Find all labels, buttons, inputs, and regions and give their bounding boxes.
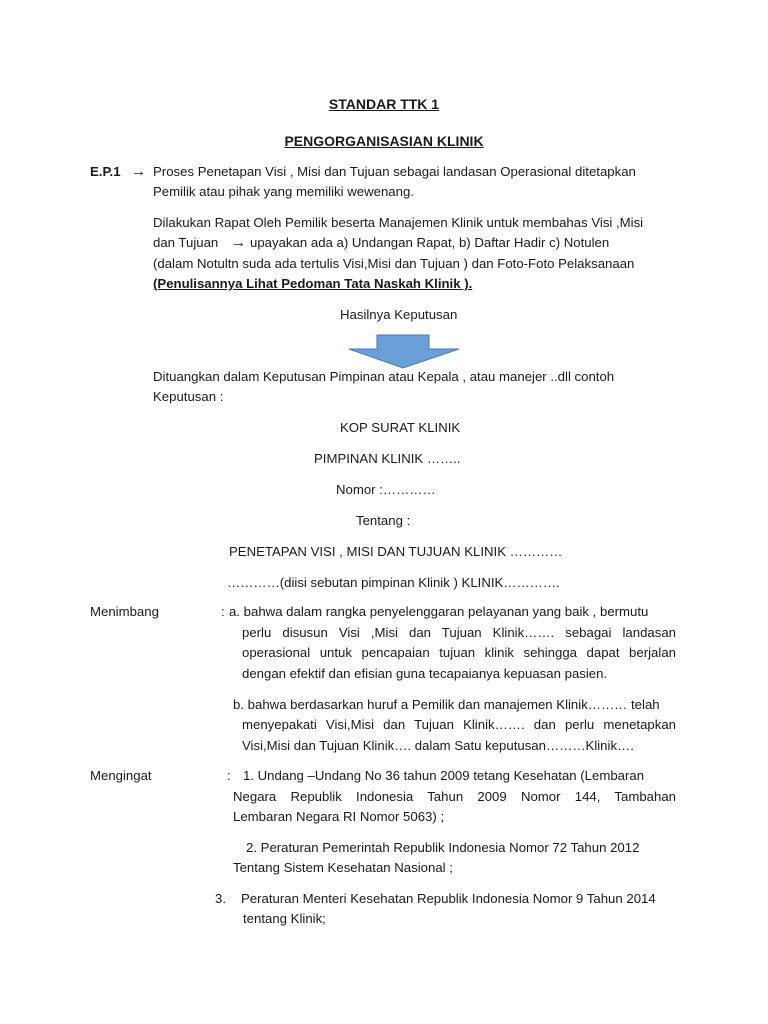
recalling-colon: : [227, 768, 231, 783]
considering-label: Menimbang [90, 604, 159, 619]
ep-line-1: Proses Penetapan Visi , Misi dan Tujuan sebagai landasan Operasional ditetapkan [153, 164, 636, 179]
para1-line-4: (Penulisannya Lihat Pedoman Tata Naskah Klinik ). [153, 276, 473, 291]
recalling-1-line-3: Lembaran Negara RI Nomor 5063) ; [233, 809, 445, 824]
recalling-3-line-2: tentang Klinik; [243, 911, 326, 926]
considering-a-line-1: a. bahwa dalam rangka penyelenggaran pelayanan yang baik , bermutu [229, 604, 649, 619]
result-label: Hasilnya Keputusan [340, 307, 458, 322]
ep-label: E.P.1 [90, 164, 121, 179]
letterhead: KOP SURAT KLINIK [340, 420, 461, 435]
ep-line-2: Pemilik atau pihak yang memiliki wewenang. [153, 184, 414, 199]
para1-line-1: Dilakukan Rapat Oleh Pemilik beserta Manajemen Klinik untuk membahas Visi ,Misi [153, 215, 644, 230]
para1-line-2a: dan Tujuan [153, 235, 219, 250]
right-arrow-icon-2: → [231, 234, 246, 251]
down-arrow-icon [346, 334, 462, 370]
para2-line-1: Dituangkan dalam Keputusan Pimpinan atau Kepala , atau manejer ..dll contoh [153, 369, 615, 384]
recalling-3-number: 3. [215, 891, 226, 906]
considering-a-line-4: dengan efektif dan efisian guna tecapaianya kepuasan pasien. [242, 666, 608, 681]
right-arrow-icon: → [131, 163, 146, 180]
recalling-3-line-1: Peraturan Menteri Kesehatan Republik Indonesia Nomor 9 Tahun 2014 [241, 891, 656, 906]
considering-colon: : [221, 604, 225, 619]
recalling-label: Mengingat [90, 768, 152, 783]
considering-b-line-3: Visi,Misi dan Tujuan Klinik…. dalam Satu keputusan………Klinik…. [242, 738, 634, 753]
decree-title: PENETAPAN VISI , MISI DAN TUJUAN KLINIK ………… [229, 544, 563, 559]
considering-b-line-2: menyepakati Visi,Misi dan Tujuan Klinik……. dan perlu menetapkan [242, 717, 676, 732]
decree-issuer: …………(diisi sebutan pimpinan Klinik ) KLINIK…………. [227, 575, 560, 590]
considering-a-line-2: perlu disusun Visi ,Misi dan Tujuan Klinik……. sebagai landasan [242, 625, 676, 640]
number-line: Nomor :………… [336, 482, 436, 497]
recalling-2-line-2: Tentang Sistem Kesehatan Nasional ; [233, 860, 453, 875]
para1-line-2b: upayakan ada a) Undangan Rapat, b) Daftar Hadir c) Notulen [250, 235, 610, 250]
page-title: STANDAR TTK 1 [328, 96, 440, 112]
para1-line-3: (dalam Notultn suda ada tertulis Visi,Misi dan Tujuan ) dan Foto-Foto Pelaksanaan [153, 256, 635, 271]
para2-line-2: Keputusan : [153, 389, 224, 404]
subject-label: Tentang : [356, 513, 411, 528]
recalling-1-line-1: 1. Undang –Undang No 36 tahun 2009 tetang Kesehatan (Lembaran [243, 768, 645, 783]
considering-b-line-1: b. bahwa berdasarkan huruf a Pemilik dan manajemen Klinik……… telah [233, 697, 660, 712]
page-subtitle: PENGORGANISASIAN KLINIK [284, 133, 484, 149]
recalling-2-line-1: 2. Peraturan Pemerintah Republik Indonesia Nomor 72 Tahun 2012 [246, 840, 640, 855]
leader-line: PIMPINAN KLINIK …….. [314, 451, 461, 466]
recalling-1-line-2: Negara Republik Indonesia Tahun 2009 Nomor 144, Tambahan [233, 789, 676, 804]
considering-a-line-3: operasional untuk pencapaian tujuan klinik sehingga dapat berjalan [242, 645, 676, 660]
